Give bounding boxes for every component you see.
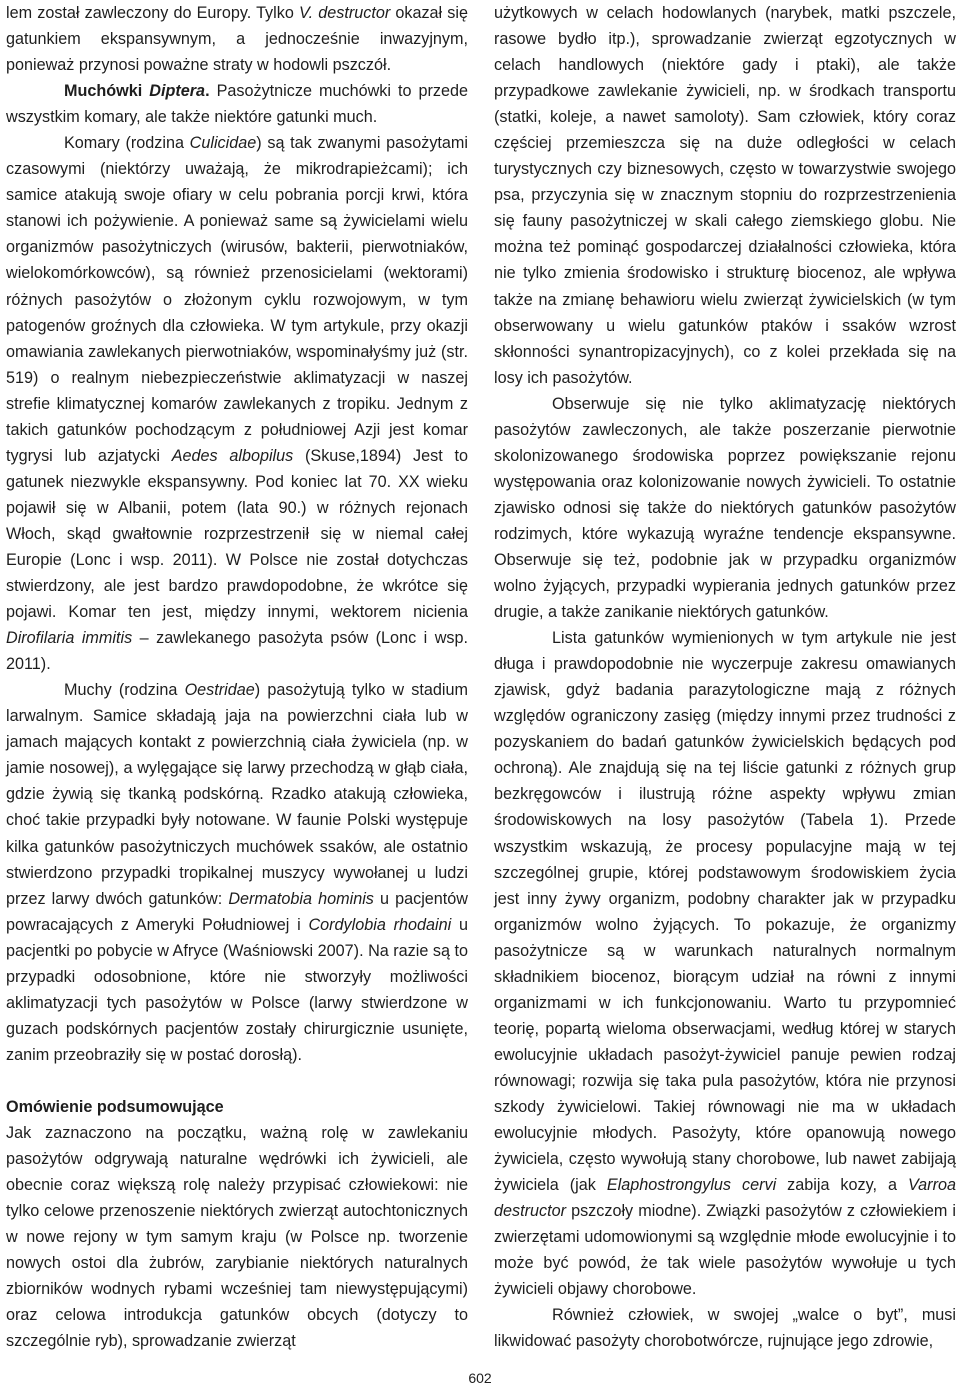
text-run: ) pasożytują tylko w stadium larwalnym. Samice składają jaja na powierzchni ciała lub w jamach mających kontakt z powierzchnią ciała żywiciela (np. w jamie nosowej), a wylęgające się larwy przechodzą w głąb ciała, gdzie żywią się tkanką podskórną. Rzadko atakują człowieka, choć takie przypadki były notowane. W faunie Polski występuje kilka gatunków pasożytniczych muchówek ssaków, ale ostatnio stwierdzono przypadki tropikalnej muszycy wywołanej u ludzi przez larwy dwóch gatunków:	[6, 681, 468, 908]
text-run: Dermatobia hominis	[228, 889, 374, 908]
right-column	[494, 0, 956, 1354]
text-run: u pacjentki po pobycie w Afryce (Waśniowski 2007). Na razie są to przypadki odosobnione, które nie stworzyły możliwości aklimatyzacji tych pasożytów w Polsce (larwy stwierdzone w guzach podskórnych pacjentów zostały chirurgicznie usunięte, zanim przeobraziły się w postać dorosłą).	[6, 915, 468, 1064]
text-run: Dirofilaria immitis	[6, 629, 133, 648]
text-run: Culicidae	[189, 134, 257, 153]
text-run: okazał się gatunkiem ekspansywnym, a jednocześnie inwazyjnym, ponieważ przynosi poważne straty w hodowli pszczół.	[6, 4, 468, 75]
text-run: Varroa destructor	[494, 1176, 956, 1221]
text-run: Diptera	[149, 82, 206, 101]
paragraph	[6, 78, 468, 130]
text-run: Muchówki	[64, 82, 150, 101]
text-run: użytkowych w celach hodowlanych (narybek, matki pszczele, rasowe bydło itp.), sprowadzanie zwierząt egzotycznych w celach handlowych (niektóre gady i ptaki), ale także przypadkowe zawlekanie żywicieli, np. w środkach transportu (statki, koleje, a nawet samoloty). Sam człowiek, który coraz częściej przemieszcza się na duże odległości w celach turystycznych czy biznesowych, często w towarzystwie swojego psa, przyczynia się w znacznym stopniu do rozprzestrzenienia się fauny pasożytniczej w skali całego ziemskiego globu. Nie można też pominąć gospodarczej działalności człowieka, która nie tylko zmienia środowisko i strukturę biocenoz, ale wpływa także na zmianę behawioru wielu zwierząt żywicielskich (w tym obserwowany u wielu gatunków ptaków i ssaków wzrost skłonności synantropizacyjnych), co z kolei przekłada się na losy ich pasożytów.	[494, 4, 956, 387]
text-run: lem został zawleczony do Europy. Tylko	[6, 4, 299, 22]
text-run: – zawlekanego pasożyta psów (Lonc i wsp. 2011).	[6, 629, 468, 674]
text-run: Aedes albopilus	[171, 446, 294, 465]
text-run: V. destructor	[299, 4, 391, 22]
text-run: (Skuse,1894) Jest to gatunek niezwykle ekspansywny. Pod koniec lat 70. XX wieku pojawił się w Albanii, potem (lata 90.) w różnych rejonach Włoch, skąd gwałtownie rozprzestrzenił się w niemal całej Europie (Lonc i wsp. 2011). W Polsce nie został dotychczas stwierdzony, ale jest bardzo prawdopodobne, że wkrótce się pojawi. Komar ten jest, między innymi, wektorem nicienia	[6, 446, 468, 622]
text-run: Jak zaznaczono na początku, ważną rolę w zawlekaniu pasożytów odgrywają naturalne wędrówki ich żywicieli, ale obecnie coraz większą rolę należy przypisać człowiekowi: nie tylko celowe przenoszenie niektórych zwierząt autochtonicznych w nowe rejony w tym samym kraju (w Polsce np. tworzenie nowych ostoi dla żubrów, zarybianie niektórych naturalnych zbiorników wodnych rybami wcześniej tam niewystępującymi) oraz celowa introdukcja gatunków obcych (dotyczy to szczególnie ryb), sprowadzanie zwierząt	[6, 1123, 468, 1351]
paragraph	[494, 391, 956, 625]
text-run: Również człowiek, w swojej „walce o byt”, musi likwidować pasożyty chorobotwórcze, rujnujące jego zdrowie,	[494, 1306, 956, 1351]
text-run: u pacjentów powracających z Ameryki Południowej i	[6, 889, 469, 934]
paragraph	[494, 1302, 956, 1354]
paragraph	[6, 130, 468, 677]
text-run: Cordylobia rhodaini	[308, 915, 452, 934]
text-run: .	[205, 82, 210, 101]
page-number: 602	[468, 1370, 492, 1386]
text-run: Oestridae	[184, 681, 255, 700]
paragraph	[494, 0, 956, 391]
text-run: ) są tak zwanymi pasożytami czasowymi (niektórzy uważają, że mikrodrapieżcami); ich samice atakują swoje ofiary w celu pobrania porcji krwi, która stanowi ich pożywienie. A ponieważ same są żywicielami wielu organizmów pasożytniczych (wirusów, bakterii, pierwotniaków, wielokomórkowców), są również przenosicielami (wektorami) różnych pasożytów o złożonym cyklu rozwojowym, w tym patogenów groźnych dla człowieka. W tym artykule, przy okazji omawiania zawlekanych pierwotniaków, wspominałyśmy już (str. 519) o realnym niebezpieczeństwie aklimatyzacji w naszej strefie klimatycznej komarów zawlekanych z tropiku. Jednym z takich gatunków pochodzącym z południowej Azji jest komar tygrysi lub azjatycki	[6, 134, 469, 465]
text-run: Muchy (rodzina	[64, 681, 185, 700]
paragraph	[6, 1120, 468, 1354]
text-run: pszczoły miodne). Związki pasożytów z człowiekiem i zwierzętami udomowionymi są względnie młode ewolucyjnie i to może być powód, że tak wiele pasożytów wywołuje u tych żywicieli objawy chorobowe.	[494, 1202, 956, 1299]
left-column	[6, 0, 468, 1354]
paragraph	[6, 677, 468, 1068]
paragraph	[6, 0, 468, 78]
section-heading: Omówienie podsumowujące	[6, 1097, 224, 1116]
text-run: zabija kozy, a	[776, 1176, 908, 1195]
text-run: Komary (rodzina	[64, 134, 190, 153]
text-run: Elaphostrongylus cervi	[606, 1176, 777, 1195]
text-run: Obserwuje się nie tylko aklimatyzację niektórych pasożytów zawleczonych, ale także poszerzanie pierwotnie skolonizowanego środowiska poprzez powiększanie rejonu występowania oraz kolonizowanie nowych żywicieli. To ostatnie zjawisko odnosi się także do niektórych gatunków pasożytów rodzimych, które wykazują wyraźne tendencje ekspansywne. Obserwuje się też, podobnie jak w przypadku organizmów wolno żyjących, przypadki wypierania jednych gatunków przez drugie, a także zanikanie niektórych gatunków.	[494, 394, 956, 622]
text-run: Pasożytnicze muchówki to przede wszystkim komary, ale także niektóre gatunki much.	[6, 82, 468, 127]
paragraph	[494, 625, 956, 1302]
text-run: Lista gatunków wymienionych w tym artykule nie jest długa i prawdopodobnie nie wyczerpuje zakresu omawianych zjawisk, gdyż badania parazytologiczne mają z różnych względów ograniczony zasięg (między innymi przez trudności z pozyskaniem do badań gatunków żywicielskich będących pod ochroną). Ale znajdują się na tej liście gatunki z różnych grup bezkręgowców i ilustrują różne aspekty wpływu zmian środowiskowych na losy pasożytów (Tabela 1). Przede wszystkim wskazują, że procesy populacyjne mają w tej szczególnej grupie, której podstawowym środowiskiem życia jest inny żywy organizm, podobny charakter jak w przypadku organizmów wolno żyjących. To pokazuje, że organizmy pasożytnicze są w warunkach naturalnych normalnym składnikiem biocenoz, biorącym udział na równi z innymi organizmami w ich funkcjonowaniu. Warto tu przypomnieć teorię, popartą wieloma obserwacjami, według której w starych ewolucyjnie układach pasożyt-żywiciel panuje pewien rodzaj równowagi; rozwija się taka pula pasożytów, która nie przynosi szkody żywicielowi. Takiej równowagi nie ma w układach ewolucyjnie młodych. Pasożyty, które opanowują nowego żywiciela, często wywołują stany chorobowe, lub nawet zabijają żywiciela (jak	[494, 629, 956, 1195]
